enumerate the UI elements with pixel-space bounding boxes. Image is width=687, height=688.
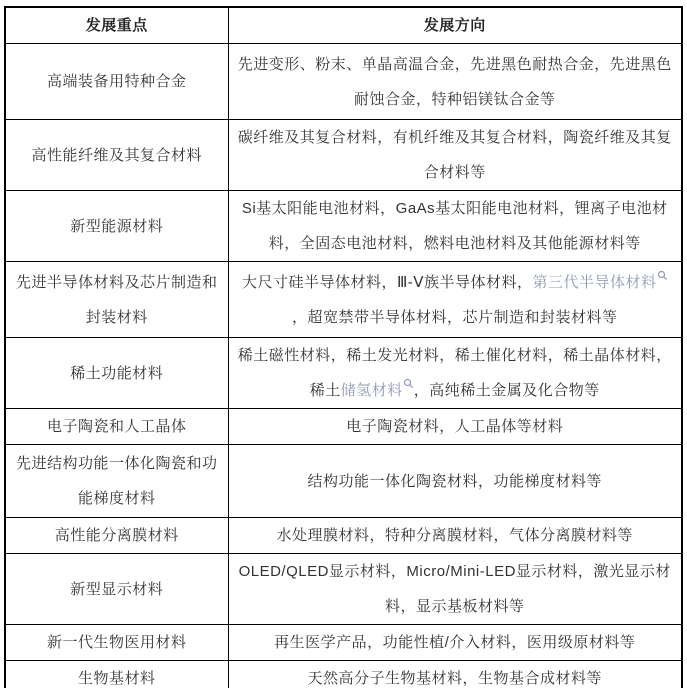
table-row — [5, 262, 682, 338]
table-row — [5, 338, 682, 409]
column-header-focus: 发展重点 — [5, 7, 228, 44]
focus-cell — [5, 661, 228, 688]
direction-text: 天然高分子生物基材料，生物基合成材料等 — [307, 670, 602, 687]
table-row — [5, 518, 682, 554]
direction-text: 电子陶瓷材料，人工晶体等材料 — [346, 418, 564, 435]
keyword-link[interactable]: 储氢材料 — [340, 382, 403, 399]
focus-cell — [5, 120, 228, 191]
focus-label: 新型能源材料 — [70, 217, 164, 235]
table-row — [5, 120, 682, 191]
focus-cell — [5, 262, 228, 338]
materials-table — [4, 6, 683, 688]
table-row — [5, 625, 682, 661]
table-row — [5, 191, 682, 262]
direction-text: 结构功能一体化陶瓷材料，功能梯度材料等 — [307, 472, 602, 490]
focus-cell — [5, 409, 228, 445]
search-icon[interactable] — [657, 265, 668, 300]
direction-text: ，高纯稀土金属及化合物等 — [413, 382, 600, 399]
table-row — [5, 554, 682, 625]
focus-label: 高性能分离膜材料 — [54, 527, 179, 544]
direction-cell — [228, 661, 682, 688]
focus-label: 稀土功能材料 — [70, 364, 164, 382]
direction-text: 大尺寸硅半导体材料，Ⅲ-Ⅴ族半导体材料， — [241, 273, 533, 291]
direction-text: OLED/QLED显示材料，Micro/Mini-LED显示材料，激光显示材料，显示基板材料等 — [238, 563, 671, 615]
direction-cell — [228, 338, 682, 409]
direction-cell — [228, 445, 682, 518]
direction-cell — [228, 625, 682, 661]
focus-label: 先进结构功能一体化陶瓷和功能梯度材料 — [15, 455, 218, 507]
direction-cell — [228, 409, 682, 445]
focus-cell — [5, 338, 228, 409]
focus-label: 新一代生物医用材料 — [46, 634, 187, 651]
focus-cell — [5, 518, 228, 554]
focus-label: 高性能纤维及其复合材料 — [31, 146, 202, 164]
focus-cell — [5, 554, 228, 625]
table-row — [5, 409, 682, 445]
direction-cell — [228, 262, 682, 338]
direction-text: 再生医学产品，功能性植/介入材料，医用级原材料等 — [274, 634, 636, 651]
direction-text: 先进变形、粉末、单晶高温合金，先进黑色耐热合金，先进黑色耐蚀合金，特种铝镁钛合金等 — [237, 55, 672, 108]
direction-cell — [228, 518, 682, 554]
focus-cell — [5, 445, 228, 518]
direction-text: ，超宽禁带半导体材料，芯片制造和封装材料等 — [291, 308, 618, 326]
direction-text: 水处理膜材料，特种分离膜材料，气体分离膜材料等 — [276, 527, 633, 544]
table-row — [5, 661, 682, 688]
direction-text: 稀土磁性材料，稀土发光材料，稀土催化材料，稀土晶体材料，稀土 — [237, 347, 672, 399]
focus-cell — [5, 191, 228, 262]
focus-label: 先进半导体材料及芯片制造和封装材料 — [15, 273, 218, 326]
focus-cell — [5, 44, 228, 120]
column-header-direction: 发展方向 — [228, 7, 682, 44]
table-row — [5, 44, 682, 120]
focus-cell — [5, 625, 228, 661]
focus-label: 高端装备用特种合金 — [46, 73, 187, 90]
direction-cell — [228, 191, 682, 262]
search-icon[interactable] — [403, 373, 414, 408]
direction-cell — [228, 554, 682, 625]
table-row — [5, 445, 682, 518]
focus-label: 生物基材料 — [77, 670, 156, 687]
direction-text: 碳纤维及其复合材料，有机纤维及其复合材料，陶瓷纤维及其复合材料等 — [237, 129, 672, 181]
direction-text: Si基太阳能电池材料，GaAs基太阳能电池材料，锂离子电池材料，全固态电池材料，燃料电池材料及其他能源材料等 — [241, 200, 668, 252]
direction-cell — [228, 120, 682, 191]
keyword-link[interactable]: 第三代半导体材料 — [532, 273, 657, 291]
focus-label: 新型显示材料 — [70, 580, 164, 598]
header-row — [5, 7, 682, 44]
direction-cell — [228, 44, 682, 120]
focus-label: 电子陶瓷和人工晶体 — [46, 418, 187, 435]
